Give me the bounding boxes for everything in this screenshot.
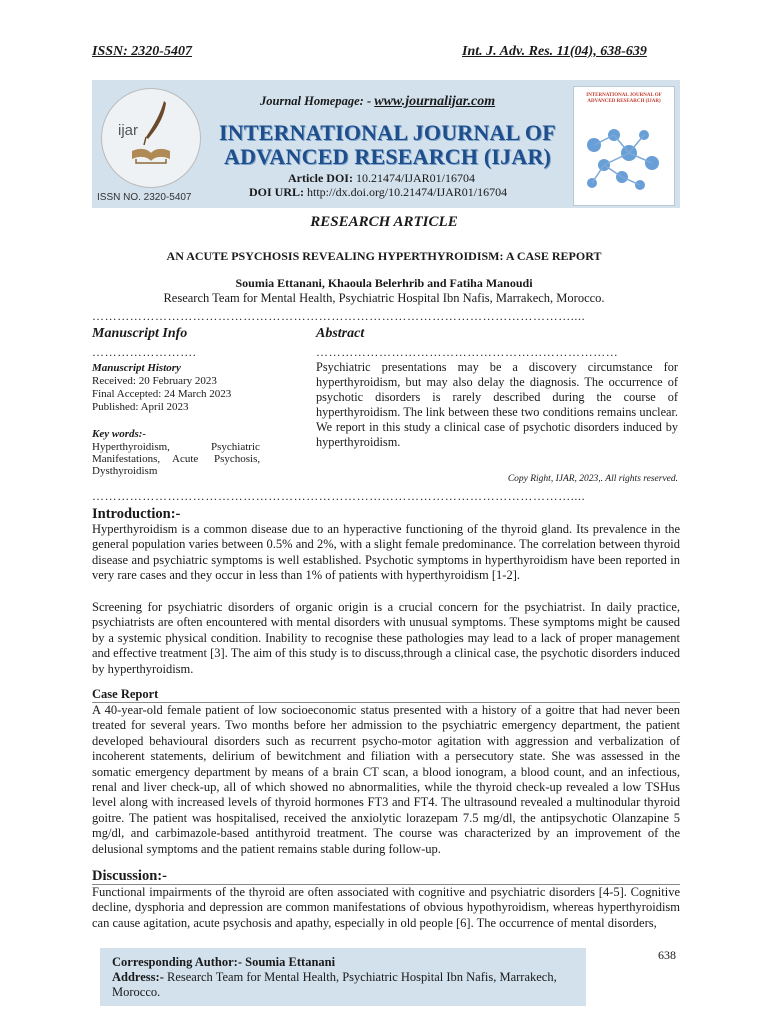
issn-header: ISSN: 2320-5407 bbox=[92, 44, 192, 59]
keyword-2a: Psychiatric bbox=[211, 441, 260, 453]
logo-issn: ISSN NO. 2320-5407 bbox=[97, 192, 192, 203]
journal-homepage bbox=[260, 94, 495, 110]
separator-top: …………………………………………………………………………………………………….... bbox=[92, 309, 586, 323]
manuscript-history-label: Manuscript History bbox=[92, 362, 181, 374]
citation-header: Int. J. Adv. Res. 11(04), 638-639 bbox=[462, 44, 647, 59]
logo-text: ijar bbox=[118, 122, 139, 139]
received-date: Received: 20 February 2023 bbox=[92, 375, 217, 387]
page-number: 638 bbox=[658, 948, 676, 962]
doi-url-label: DOI URL: bbox=[249, 185, 305, 199]
cover-title: INTERNATIONAL JOURNAL OF ADVANCED RESEARCH (IJAR) bbox=[586, 93, 662, 104]
molecule-image-icon bbox=[574, 105, 674, 205]
doi-url-link[interactable]: http://dx.doi.org/10.21474/IJAR01/16704 bbox=[307, 185, 508, 199]
article-affiliation: Research Team for Mental Health, Psychiatric Hospital Ibn Nafis, Marrakech, Morocco. bbox=[163, 291, 605, 305]
article-type: RESEARCH ARTICLE bbox=[310, 214, 458, 230]
introduction-heading: Introduction:- bbox=[92, 506, 181, 522]
manuscript-info-heading: Manuscript Info bbox=[92, 326, 188, 341]
doi-value: 10.21474/IJAR01/16704 bbox=[355, 171, 475, 185]
keyword-3b: Psychosis, bbox=[214, 453, 261, 465]
article-doi bbox=[288, 171, 475, 186]
accepted-date: Final Accepted: 24 March 2023 bbox=[92, 388, 232, 400]
keyword-3a: Acute bbox=[172, 453, 199, 465]
author-address bbox=[112, 970, 574, 1001]
keywords-label: Key words:- bbox=[92, 428, 147, 440]
case-report-text: A 40-year-old female patient of low socioeconomic status presented with a history of a goitre that had never been treated for several years. Two months before her admission to the psychiatric emergency department, the patient developed behavioural disorders such as recurrent psycho-motor agitation with aggression and verbalization of incoherent statements, delirium of bewitchment and filiation with a persecutory state. She was assessed in the somatic emergency department by means of a brain CT scan, a blood ionogram, a blood count, and an infectious, renal and liver check-up, all of which showed no abnormalities, while the thyroid check-up revealed a low TSHus level along with increased levels of thyroid hormones FT3 and FT4. The ultrasound revealed a multinodular thyroid goitre. The patient was hospitalised, received the anxiolytic lorazepam 7.5 mg/dl, the antipsychotic Olanzapine 5 mg/dl, and carbimazole-based antithyroid treatment. The course was characterized by an improvement of the delusional symptoms and the patient remains stable during follow-up. bbox=[92, 703, 680, 856]
abstract-text: Psychiatric presentations may be a discovery circumstance for hyperthyroidism, but may also delay the diagnosis. The occurrence of psychotic disorders is rarely described during the course of hyperthyroidism. The link between these two conditions remains unclear. We report in this study a clinical case of psychotic disorders induced by hyperthyroidism. bbox=[316, 360, 678, 449]
manuscript-dots: ……………………. bbox=[92, 345, 197, 359]
case-report-heading: Case Report bbox=[92, 687, 159, 701]
abstract-dots: ……………………………………………………………… bbox=[316, 345, 619, 359]
published-date: Published: April 2023 bbox=[92, 401, 189, 413]
corresponding-author: Corresponding Author:- Soumia Ettanani bbox=[112, 955, 336, 969]
journal-title-line2: ADVANCED RESEARCH (IJAR) bbox=[224, 144, 552, 169]
journal-logo bbox=[101, 88, 201, 188]
discussion-text: Functional impairments of the thyroid are often associated with cognitive and psychiatric disorders [4-5]. Cognitive decline, dysphoria and depression are common manifestations of obvious hypothyroidism, whereas hyperthyroidism can cause agitation, acute psychosis and apathy, especially in old people [6]. The occurrence of mental disorders, bbox=[92, 885, 680, 930]
keyword-2b: Manifestations, bbox=[92, 453, 161, 465]
article-authors: Soumia Ettanani, Khaoula Belerhrib and Fatiha Manoudi bbox=[235, 276, 533, 290]
introduction-paragraph-1: Hyperthyroidism is a common disease due to an hyperactive functioning of the thyroid gland. Its prevalence in the general population varies between 0.5% and 2%, with a slight female predominance. The correlation between thyroid disease and psychiatric symptoms is well established. Psychotic symptoms in hyperthyroidism have been reported in very rare cases and they occur in less than 1% of patients with hyperthyroidism [1-2]. bbox=[92, 522, 680, 583]
keyword-4: Dysthyroidism bbox=[92, 465, 158, 477]
doi-label: Article DOI: bbox=[288, 171, 353, 185]
quill-book-icon bbox=[102, 89, 200, 187]
article-title: AN ACUTE PSYCHOSIS REVEALING HYPERTHYROIDISM: A CASE REPORT bbox=[166, 249, 602, 263]
discussion-heading: Discussion:- bbox=[92, 868, 167, 884]
address-label: Address:- bbox=[112, 970, 164, 984]
separator-bottom: …………………………………………………………………………………………………….... bbox=[92, 489, 586, 503]
journal-title-line1: INTERNATIONAL JOURNAL OF bbox=[219, 120, 556, 145]
homepage-label: Journal Homepage: - bbox=[260, 94, 372, 108]
copyright: Copy Right, IJAR, 2023,. All rights reserved. bbox=[507, 474, 678, 484]
homepage-link[interactable]: www.journalijar.com bbox=[374, 94, 496, 109]
abstract-heading: Abstract bbox=[316, 326, 365, 341]
journal-cover-thumbnail bbox=[573, 86, 675, 206]
address-text: Research Team for Mental Health, Psychiatric Hospital Ibn Nafis, Marrakech, Morocco. bbox=[112, 970, 557, 1000]
introduction-paragraph-2: Screening for psychiatric disorders of organic origin is a crucial concern for the psychiatrist. In daily practice, psychiatrists are often encountered with mental disorders with unusual symptoms. These symptoms might be caused by a systemic physical condition. Inability to recognise these pathologies may lead to a lack of proper management and effective treatment [3]. The aim of this study is to discuss,through a clinical case, the psychotic disorders induced by hyperthyroidism. bbox=[92, 600, 680, 676]
doi-url bbox=[249, 185, 507, 200]
keyword-1: Hyperthyroidism, bbox=[92, 441, 170, 453]
